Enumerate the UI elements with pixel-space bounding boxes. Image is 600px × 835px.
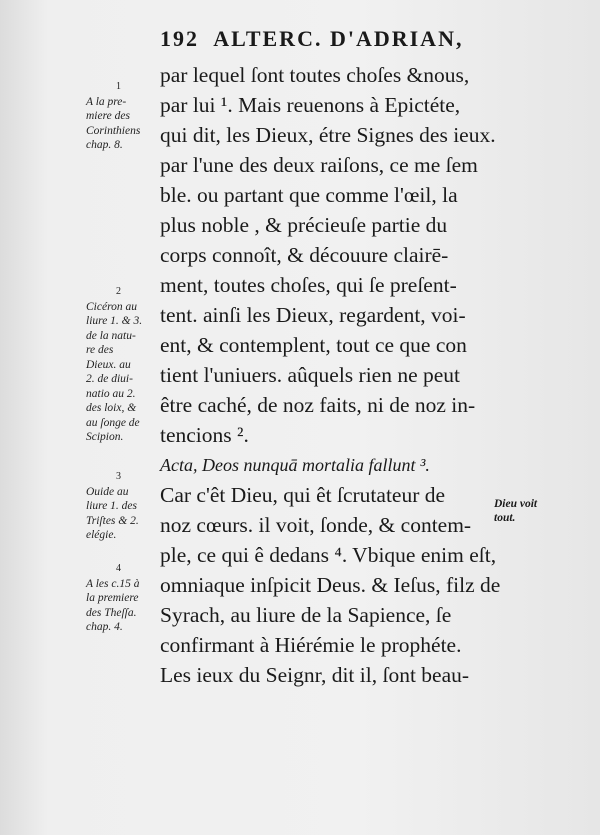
margin-note-1 bbox=[86, 80, 158, 153]
text-line: tencions ². bbox=[160, 423, 249, 447]
note-line: chap. 4. bbox=[86, 621, 123, 633]
note-line: elégie. bbox=[86, 529, 117, 541]
note-line: Corinthiens bbox=[86, 124, 141, 137]
note-line: des Theſſa. bbox=[86, 606, 137, 619]
note-line: Triſtes & 2. bbox=[86, 514, 139, 527]
text-line: ple, ce qui ê dedans ⁴. Vbique enim eſt, bbox=[160, 543, 497, 567]
text-line: par l'une des deux raiſons, ce me ſem bbox=[160, 153, 478, 177]
note-line: liure 1. des bbox=[86, 500, 137, 512]
text-line: tent. ainſi les Dieux, regardent, voi- bbox=[160, 303, 466, 327]
note-line: A la pre- bbox=[86, 95, 127, 108]
text-line: par lequel ſont toutes choſes &nous, bbox=[160, 63, 470, 87]
text-line: corps connoît, & découure clairē- bbox=[160, 243, 449, 267]
text-line: plus noble , & précieuſe partie du bbox=[160, 213, 448, 237]
note-line: au ſonge de bbox=[86, 416, 140, 429]
note-line: la premiere bbox=[86, 592, 139, 604]
text-line: ment, toutes choſes, qui ſe preſent- bbox=[160, 273, 457, 297]
text-line: être caché, de noz faits, ni de noz in- bbox=[160, 393, 476, 417]
text-line: par lui ¹. Mais reuenons à Epictéte, bbox=[160, 93, 461, 117]
note-line: miere des bbox=[86, 110, 130, 122]
text-line: Car c'êt Dieu, qui êt ſcrutateur de bbox=[160, 483, 446, 507]
note-line: 2. de diui- bbox=[86, 373, 133, 385]
note-number: 3 bbox=[116, 471, 121, 482]
text-line: qui dit, les Dieux, étre Signes des ieux. bbox=[160, 123, 496, 147]
margin-note-3 bbox=[86, 470, 158, 543]
note-line: Dieux. au bbox=[86, 358, 131, 371]
note-line: de la natu- bbox=[86, 329, 136, 342]
text-line: Les ieux du Seignr, dit il, ſont beau- bbox=[160, 663, 470, 687]
latin-quote-line: Acta, Deos nunquā mortalia fallunt ³. bbox=[160, 455, 430, 475]
note-line: Ouide au bbox=[86, 485, 129, 498]
text-line: tient l'uniuers. aûquels rien ne peut bbox=[160, 363, 461, 387]
note-line: tout. bbox=[494, 512, 516, 524]
text-line: omniaque inſpicit Deus. & Ieſus, filz de bbox=[160, 573, 501, 597]
note-line: re des bbox=[86, 344, 114, 356]
right-margin-note bbox=[494, 497, 537, 525]
note-number: 4 bbox=[116, 563, 121, 574]
note-number: 2 bbox=[116, 286, 121, 297]
note-number: 1 bbox=[116, 81, 121, 92]
text-line: ent, & contemplent, tout ce que con bbox=[160, 333, 467, 357]
main-text-block bbox=[160, 60, 501, 690]
note-line: natio au 2. bbox=[86, 387, 136, 400]
note-line: A les c.15 à bbox=[86, 577, 140, 590]
note-line: Scipion. bbox=[86, 431, 124, 443]
note-line: Dieu voit bbox=[494, 498, 538, 510]
margin-note-4 bbox=[86, 562, 158, 635]
note-line: Cicéron au bbox=[86, 300, 137, 313]
running-title: ALTERC. D'ADRIAN, bbox=[213, 26, 464, 51]
page-number: 192 bbox=[160, 26, 199, 51]
note-line: liure 1. & 3. bbox=[86, 315, 143, 327]
text-line: confirmant à Hiérémie le prophéte. bbox=[160, 633, 462, 657]
running-header bbox=[160, 26, 463, 52]
text-line: noz cœurs. il voit, ſonde, & contem- bbox=[160, 513, 472, 537]
text-line: Syrach, au liure de la Sapience, ſe bbox=[160, 603, 452, 627]
note-line: des loix, & bbox=[86, 402, 137, 414]
margin-note-2 bbox=[86, 285, 158, 445]
text-line: ble. ou partant que comme l'œil, la bbox=[160, 183, 458, 207]
bleed-through-text bbox=[475, 330, 595, 450]
note-line: chap. 8. bbox=[86, 139, 123, 151]
